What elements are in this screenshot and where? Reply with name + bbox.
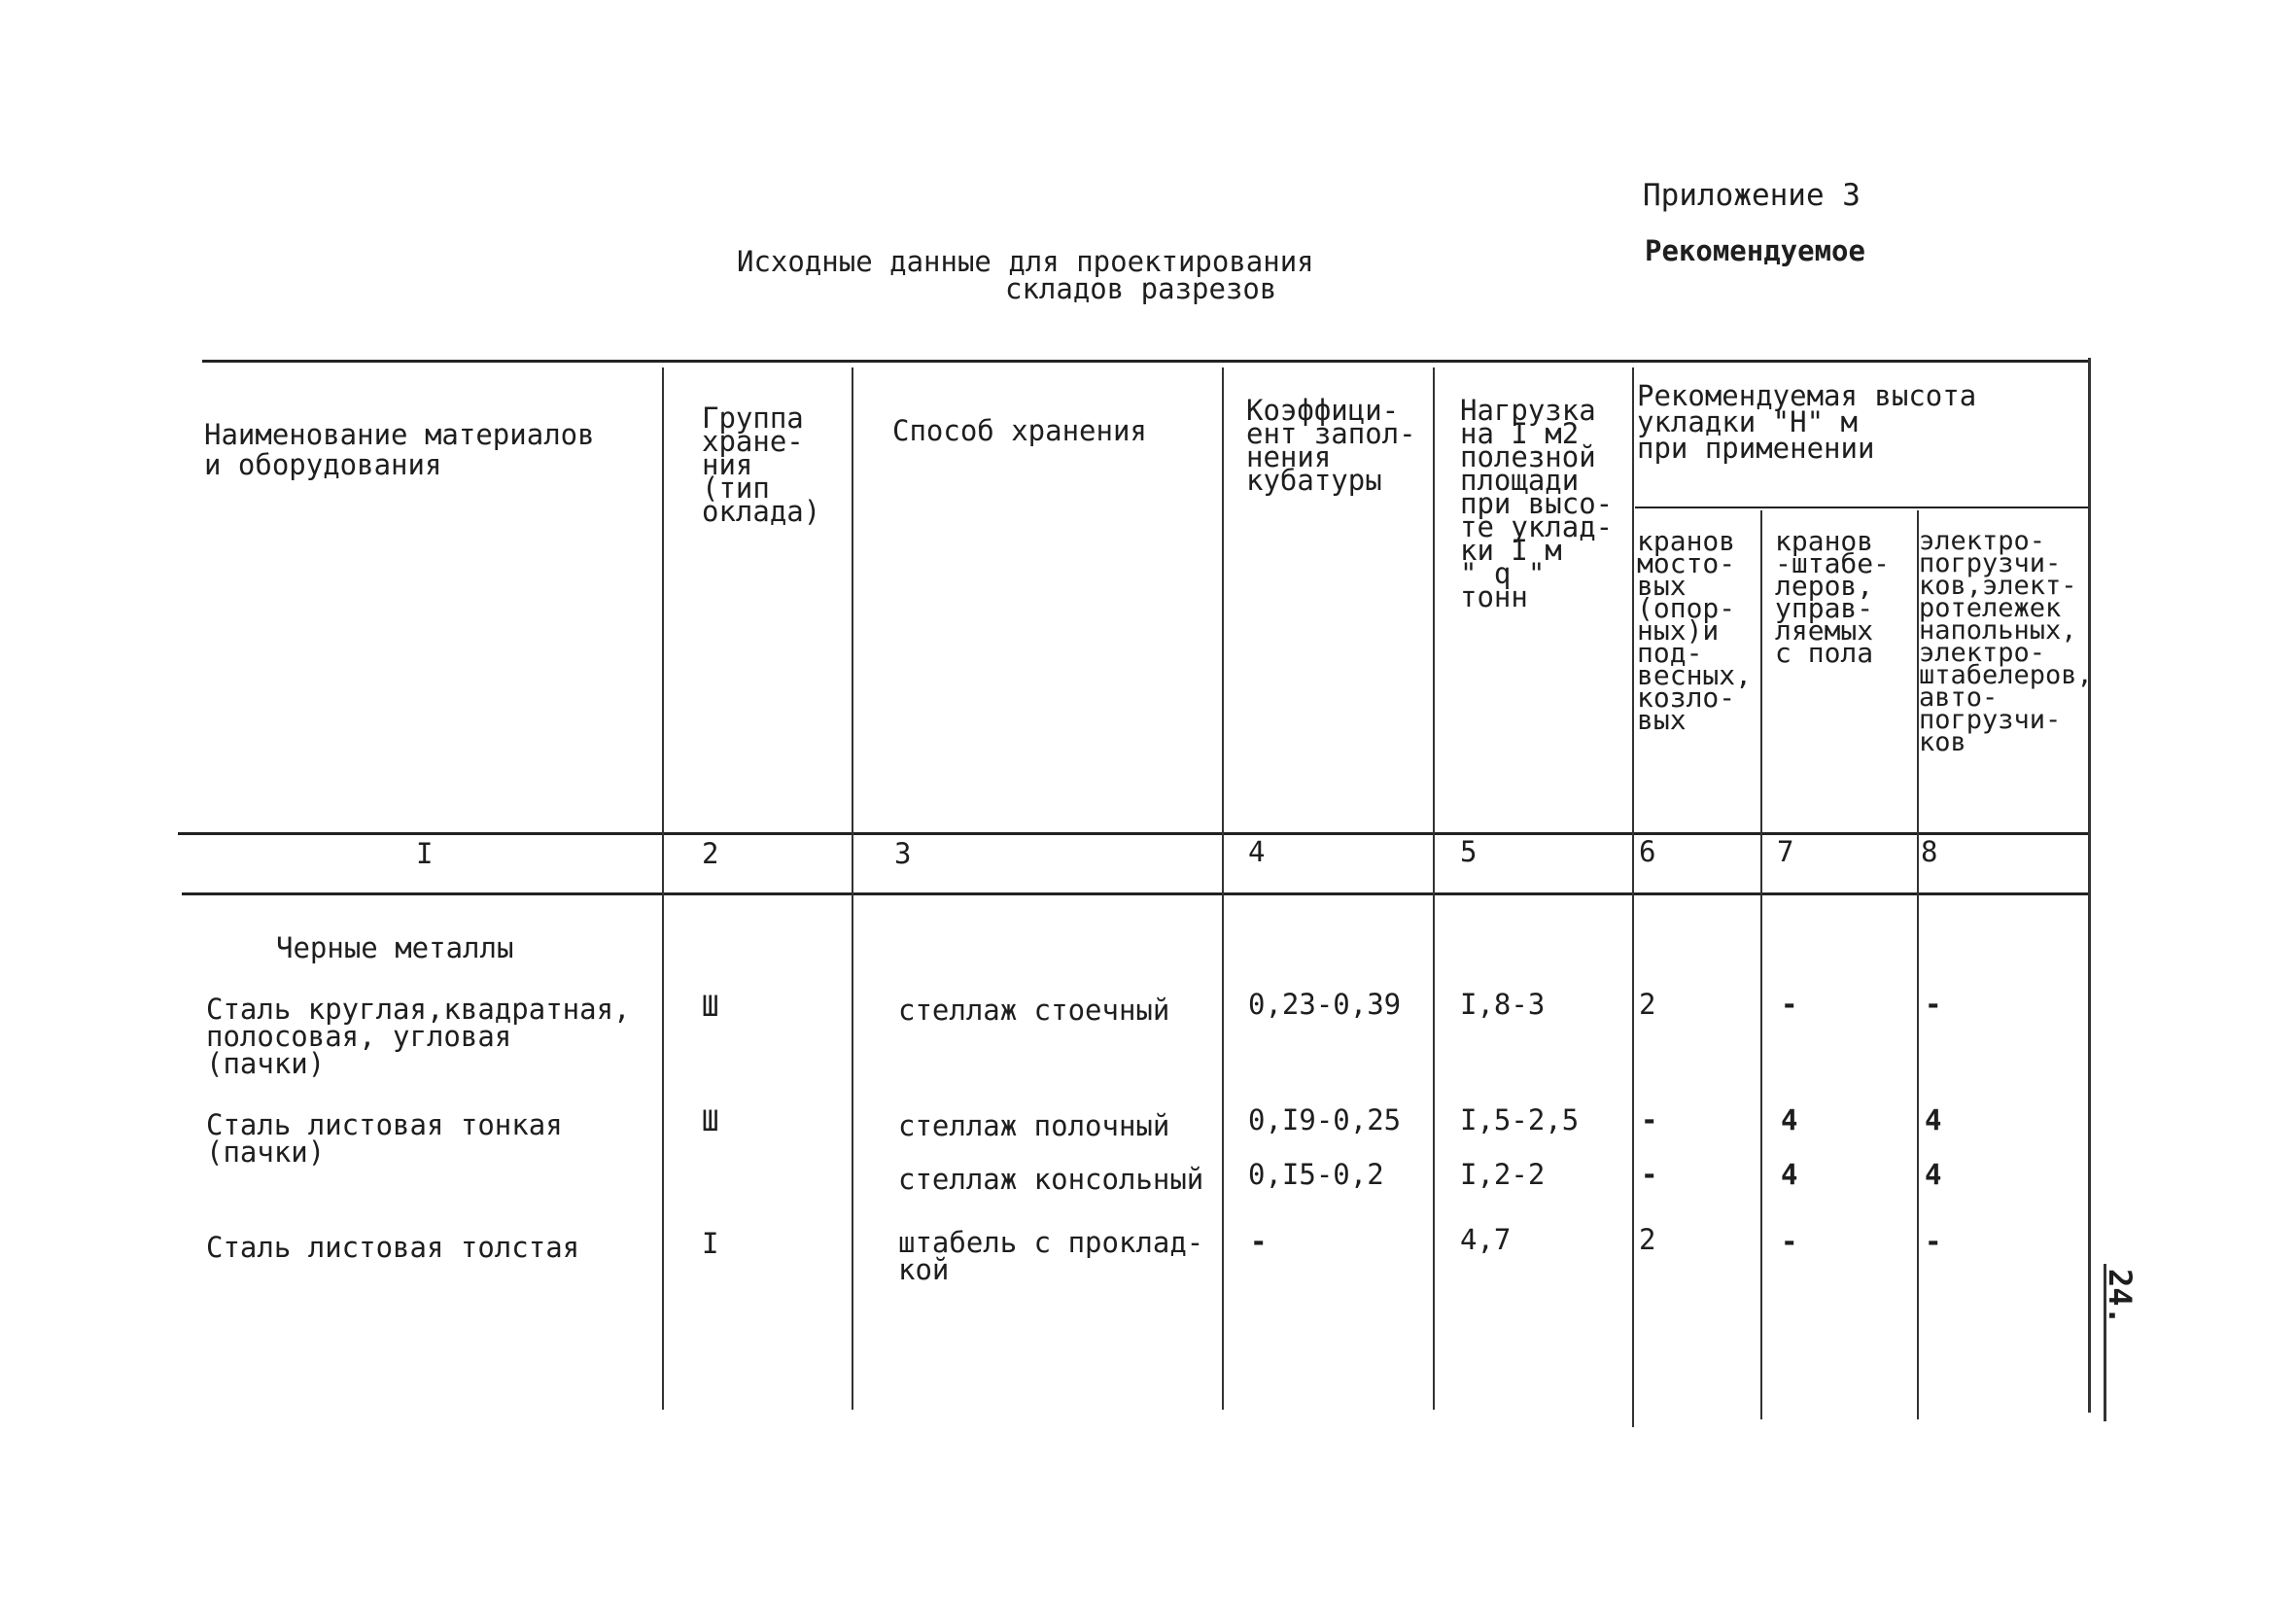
row1-coefficient: 0,23-0,39 — [1248, 988, 1402, 1021]
col-number-7: 7 — [1777, 835, 1794, 868]
row4-method: штабель с проклад- кой — [898, 1226, 1204, 1286]
row4-height-7: - — [1781, 1225, 1798, 1258]
header-bottom-rule — [178, 832, 2088, 835]
row2-group: Ш — [702, 1104, 719, 1137]
col-header-storage-method: Способ хранения — [892, 414, 1147, 447]
col-number-3: 3 — [894, 837, 912, 870]
row4-group: I — [702, 1227, 719, 1260]
table-top-rule — [202, 360, 2088, 363]
col-number-6: 6 — [1639, 835, 1656, 868]
col-header-materials: Наименование материалов и оборудования — [204, 418, 595, 481]
col-number-5: 5 — [1460, 835, 1478, 868]
col-divider-5 — [1632, 367, 1634, 1427]
row2-height-6: - — [1641, 1103, 1658, 1136]
row1-height-7: - — [1781, 988, 1798, 1021]
row3-coefficient: 0,I5-0,2 — [1248, 1158, 1384, 1191]
row1-material: Сталь круглая,квадратная, полосовая, угловая (пачки) — [206, 993, 631, 1080]
row4-material: Сталь листовая толстая — [206, 1231, 580, 1264]
col-divider-6 — [1760, 510, 1762, 1419]
section-title: Черные металлы — [276, 931, 514, 964]
row1-height-8: - — [1925, 988, 1942, 1021]
row2-method: стеллаж полочный — [898, 1109, 1170, 1142]
row4-coefficient: - — [1250, 1225, 1268, 1258]
col-divider-4 — [1433, 367, 1435, 1410]
col-number-1: I — [416, 837, 434, 870]
col-header-fill-coefficient: Коэффици- ент запол- нения кубатуры — [1246, 394, 1416, 497]
page-number: 24. — [2102, 1269, 2139, 1325]
page-subtitle: складов разрезов — [1005, 272, 1277, 305]
col-header-storage-group: Группа хране- ния (тип оклада) — [702, 402, 821, 528]
recommended-label: Рекомендуемое — [1645, 234, 1865, 267]
row4-height-8: - — [1925, 1225, 1942, 1258]
col-divider-1 — [662, 367, 664, 1410]
row2-load: I,5-2,5 — [1460, 1103, 1580, 1136]
appendix-label: Приложение 3 — [1643, 178, 1861, 213]
row2-coefficient: 0,I9-0,25 — [1248, 1103, 1402, 1136]
row2-height-8: 4 — [1925, 1103, 1942, 1136]
row1-method: стеллаж стоечный — [898, 994, 1170, 1027]
row3-load: I,2-2 — [1460, 1158, 1546, 1191]
col-divider-3 — [1222, 367, 1224, 1410]
row3-height-6: - — [1641, 1158, 1658, 1191]
row1-group: Ш — [702, 990, 719, 1023]
table-right-border — [2088, 358, 2091, 1413]
row2-height-7: 4 — [1781, 1103, 1798, 1136]
row1-load: I,8-3 — [1460, 988, 1546, 1021]
col-divider-2 — [852, 367, 853, 1410]
row4-height-6: 2 — [1639, 1223, 1656, 1256]
col-header-bridge-cranes: кранов мосто- вых (опор- ных)и под- весных, козло- вых — [1637, 525, 1753, 736]
row2-material: Сталь листовая тонкая (пачки) — [206, 1108, 563, 1169]
col-header-recommended-height: Рекомендуемая высота укладки "Н" м при применении — [1637, 379, 1977, 465]
row4-load: 4,7 — [1460, 1223, 1512, 1256]
col-header-forklifts: электро- погрузчи- ков,элект- ротележек напольных, электро- штабелеров, авто- погрузчи- ков — [1919, 526, 2093, 757]
page-title: Исходные данные для проектирования — [737, 245, 1314, 278]
col-number-8: 8 — [1921, 835, 1938, 868]
subheader-rule — [1635, 507, 2088, 508]
row3-height-8: 4 — [1925, 1158, 1942, 1191]
row3-method: стеллаж консольный — [898, 1163, 1204, 1196]
col-number-2: 2 — [702, 837, 719, 870]
row3-height-7: 4 — [1781, 1158, 1798, 1191]
col-number-4: 4 — [1248, 835, 1266, 868]
col-header-load: Нагрузка на I м2 полезной площади при высо- те уклад- ки I м " q " тонн — [1460, 394, 1614, 613]
col-header-stacker-cranes: кранов -штабе- леров, управ- ляемых с пола — [1775, 525, 1891, 669]
numbers-bottom-rule — [182, 892, 2088, 895]
row1-height-6: 2 — [1639, 988, 1656, 1021]
